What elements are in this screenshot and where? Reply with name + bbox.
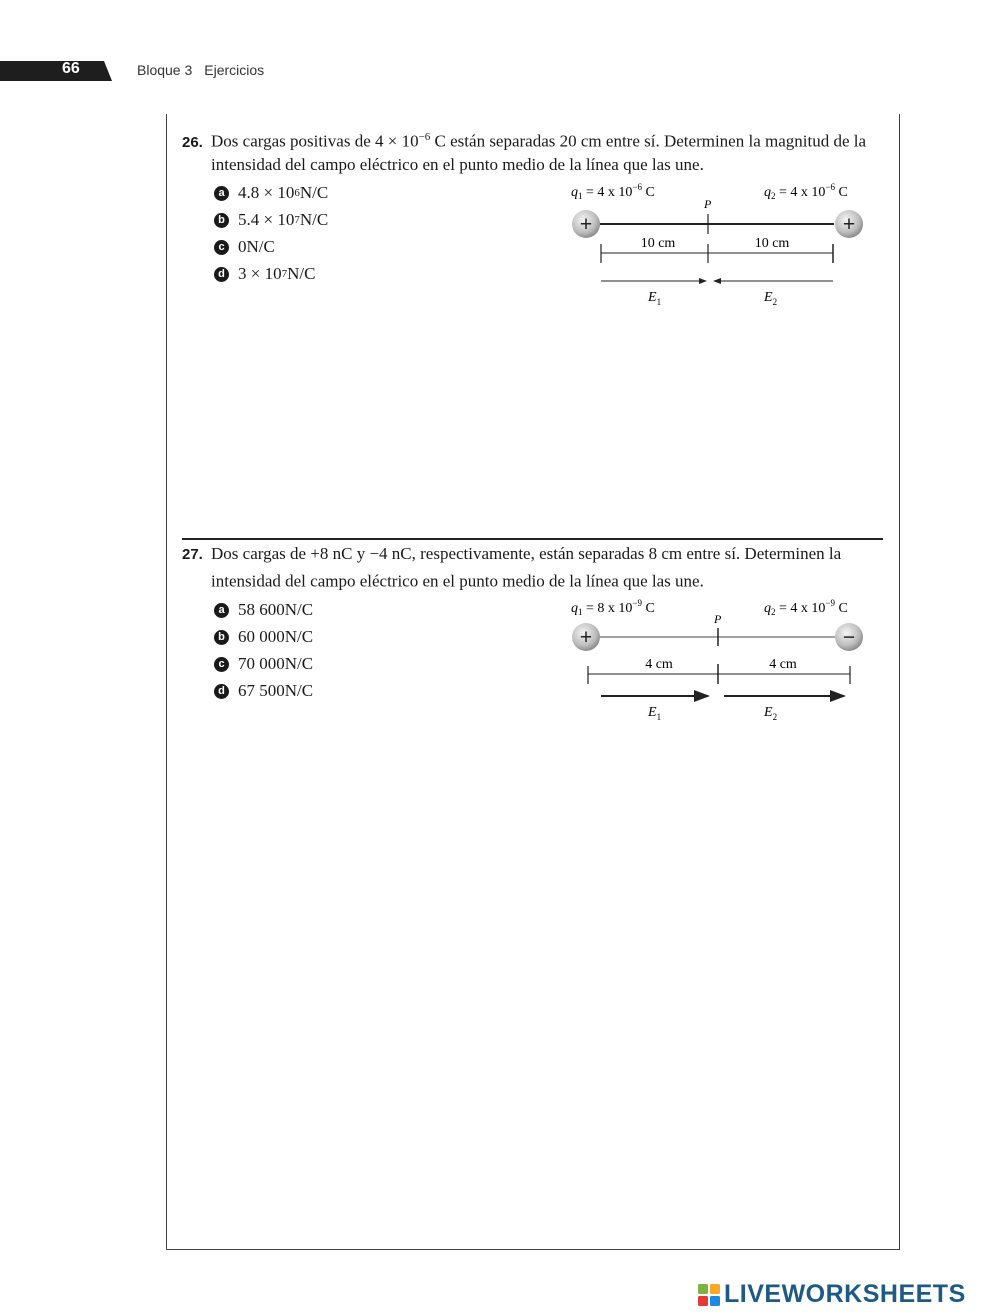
- question-text: 27. Dos cargas de +8 nC y −4 nC, respectivamente, están separadas 8 cm entre sí. Determinen la intensidad del campo eléctrico en el punto medio de la línea que las une.: [182, 544, 842, 591]
- q1-label: $q_1 = 4$ x $10^{-6}$ C: [571, 182, 655, 201]
- block-label: Bloque 3: [137, 62, 193, 78]
- e2-label: $E_2$: [764, 705, 778, 722]
- answer-option-b[interactable]: b 60 000 N/C: [214, 624, 882, 651]
- option-letter-icon: d: [214, 684, 229, 699]
- option-letter-icon: b: [214, 630, 229, 645]
- q2-label: $q_2 = 4$ x $10^{-6}$ C: [764, 182, 848, 201]
- point-p-label: P: [704, 197, 712, 211]
- question-text: 26. Dos cargas positivas de $4 \times 10^{-6}$ C están separadas 20 cm entre sí. Determinen la magnitud de la intensidad del campo eléctrico en el punto medio de la línea que las une.: [182, 131, 867, 174]
- page-number: 66: [62, 60, 80, 77]
- liveworksheets-logo-icon: [698, 1284, 720, 1306]
- e1-label: $E_1$: [648, 705, 662, 722]
- svg-text:+: +: [579, 626, 593, 649]
- option-letter-icon: a: [214, 603, 229, 618]
- q1-label: $q_1 = 8$ x $10^{-9}$ C: [571, 598, 655, 617]
- option-letter-icon: a: [214, 186, 229, 201]
- option-letter-icon: d: [214, 267, 229, 282]
- point-p-label: P: [714, 612, 722, 626]
- answer-option-a[interactable]: a 4.8 × 10 6 N/C: [214, 180, 882, 207]
- answer-option-d[interactable]: d 3 × 10 7 N/C: [214, 261, 882, 288]
- left-distance-label: 10 cm: [640, 236, 676, 251]
- q2-label: $q_2 = 4$ x $10^{-9}$ C: [764, 598, 848, 617]
- left-distance-label: 4 cm: [645, 657, 673, 672]
- option-letter-icon: b: [214, 213, 229, 228]
- e2-label: $E_2$: [764, 290, 778, 307]
- option-letter-icon: c: [214, 240, 229, 255]
- answer-option-c[interactable]: c 0 N/C: [214, 234, 882, 261]
- svg-text:+: +: [842, 213, 856, 236]
- answer-option-a[interactable]: a 58 600 N/C: [214, 597, 882, 624]
- section-label: Ejercicios: [204, 62, 265, 78]
- answer-option-b[interactable]: b 5.4 × 10 7 N/C: [214, 207, 882, 234]
- svg-text:+: +: [579, 213, 593, 236]
- option-letter-icon: c: [214, 657, 229, 672]
- right-distance-label: 4 cm: [769, 657, 797, 672]
- liveworksheets-logo-text: LIVEWORKSHEETS: [724, 1280, 966, 1308]
- e1-label: $E_1$: [648, 290, 662, 307]
- answer-option-d[interactable]: d 67 500 N/C: [214, 678, 882, 705]
- right-distance-label: 10 cm: [754, 236, 790, 251]
- question-number: 26.: [182, 133, 203, 151]
- question-number: 27.: [182, 546, 203, 563]
- liveworksheets-logo[interactable]: [698, 1280, 966, 1309]
- answer-option-c[interactable]: c 70 000 N/C: [214, 651, 882, 678]
- svg-text:−: −: [842, 626, 856, 649]
